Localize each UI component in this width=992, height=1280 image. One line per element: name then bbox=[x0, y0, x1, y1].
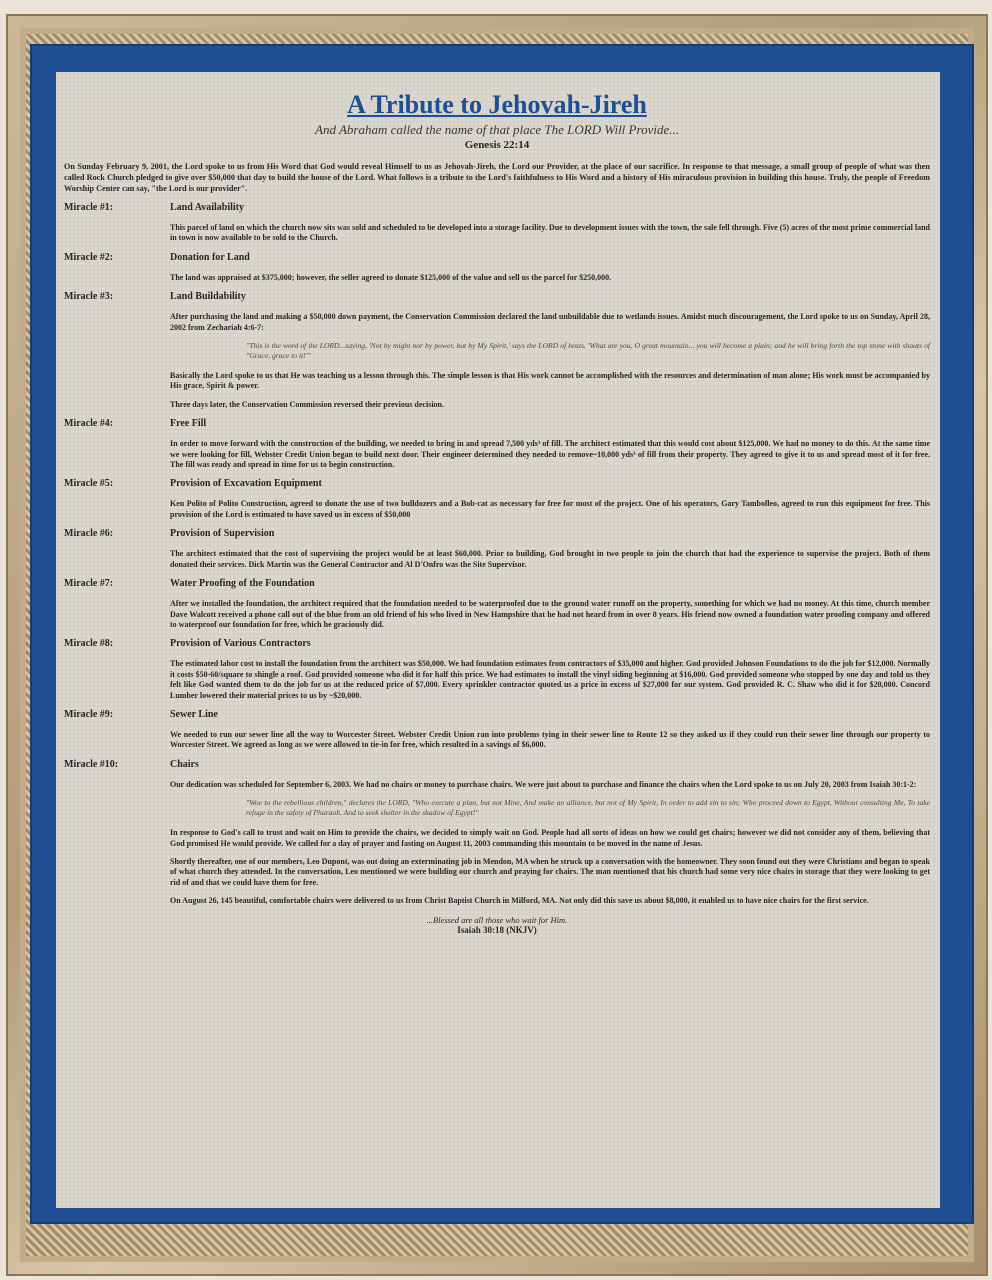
miracle-number: Miracle #2: bbox=[64, 251, 114, 263]
miracle-paragraph: After we installed the foundation, the architect required that the foundation needed to be waterproofed due to the ground water runoff on the property, something for which we had no money. At this time, church member Dave Walcott received a phone call out of the blue from an old friend of his who lived in New Hampshire that he had not heard from in over 8 years. His friend now owned a foundation water proofing company and offered to waterproof our foundation for free, which he graciously did. bbox=[170, 599, 930, 629]
miracle-number: Miracle #6: bbox=[64, 528, 114, 540]
document-title: A Tribute to Jehovah-Jireh bbox=[347, 90, 647, 119]
closing-quote: ...Blessed are all those who wait for Him. bbox=[426, 914, 568, 925]
miracle-paragraph: The architect estimated that the cost of supervising the project would be at least $60,000. Prior to building, God brought in two people to join the church that had the experience to supervise the project. Both of them donated their services. Dick Martin was the General Contractor and Al D'Onfro was the Site Supervisor. bbox=[170, 549, 930, 569]
tribute-document bbox=[56, 72, 940, 1208]
miracle-title: Donation for Land bbox=[170, 251, 250, 263]
miracle-paragraph: Three days later, the Conservation Commission reversed their previous decision. bbox=[170, 399, 444, 409]
miracle-header bbox=[64, 759, 930, 770]
scripture-quote: "This is the word of the LORD...saying, 'Not by might nor by power, but by My Spirit,' says the LORD of hosts. 'What are you, O great mountain... you will become a plain; and he will bring forth the top stone with shouts of "Grace, grace to it!"' bbox=[246, 341, 930, 361]
miracle-number: Miracle #3: bbox=[64, 291, 114, 303]
miracle-number: Miracle #1: bbox=[64, 202, 114, 213]
miracle-title: Provision of Excavation Equipment bbox=[170, 478, 322, 490]
miracle-title: Chairs bbox=[170, 758, 199, 770]
miracle-number: Miracle #7: bbox=[64, 578, 114, 590]
scripture-quote: "Woe to the rebellious children," declares the LORD, "Who execute a plan, but not Mine, And make an alliance, but not of My Spirit, In order to add sin to sin; Who proceed down to Egypt, Without consulting Me, To take refuge in the safety of Pharaoh, And to seek shelter in the shadow of Egypt!" bbox=[246, 798, 930, 818]
miracle-item bbox=[64, 528, 930, 570]
miracle-paragraph: The land was appraised at $375,000; however, the seller agreed to donate $125,000 of the value and sell us the parcel for $250,000. bbox=[170, 272, 612, 282]
miracle-paragraph: Shortly thereafter, one of our members, Leo Dupont, was out doing an exterminating job in Mendon, MA when he struck up a conversation with the homeowner. They soon found out they were Christians and began to speak of what church they attended. In the conversation, Leo mentioned we were building our church and praying for chairs. The man mentioned that his church had some very nice chairs in storage that they were looking to get rid of and that we could have them for free. bbox=[170, 856, 930, 887]
miracle-paragraph: Basically the Lord spoke to us that He was teaching us a lesson through this. The simple lesson is that His work cannot be accomplished with the resources and determination of man alone; His work must be accompanied by His grace, Spirit & power. bbox=[170, 371, 930, 391]
miracle-header bbox=[64, 709, 930, 720]
scripture-reference: Genesis 22:14 bbox=[464, 139, 530, 151]
miracle-item bbox=[64, 291, 930, 410]
miracle-title: Free Fill bbox=[170, 418, 207, 430]
miracle-body bbox=[170, 312, 930, 410]
miracle-body bbox=[170, 549, 930, 570]
miracle-paragraph: We needed to run our sewer line all the way to Worcester Street. Webster Credit Union ran into problems tying in their sewer line to Route 12 so they asked us if they could run their sewer line through our property to Worcester Street. We agreed as long as we were allowed to tie-in for free, which resulted in a savings of $6,000. bbox=[170, 729, 930, 750]
miracle-header bbox=[64, 418, 930, 429]
miracle-title: Sewer Line bbox=[170, 708, 218, 720]
miracle-item bbox=[64, 252, 930, 283]
miracle-title: Provision of Various Contractors bbox=[170, 638, 311, 650]
miracle-number: Miracle #4: bbox=[64, 418, 114, 430]
miracle-header bbox=[64, 478, 930, 489]
miracle-header bbox=[64, 202, 930, 213]
miracle-item bbox=[64, 418, 930, 470]
miracle-list bbox=[64, 202, 930, 907]
closing-block bbox=[64, 915, 930, 935]
miracle-header bbox=[64, 578, 930, 589]
miracle-body bbox=[170, 780, 930, 907]
miracle-header bbox=[64, 291, 930, 302]
miracle-item bbox=[64, 638, 930, 701]
miracle-body bbox=[170, 273, 930, 283]
miracle-header bbox=[64, 638, 930, 649]
miracle-item bbox=[64, 759, 930, 907]
miracle-body bbox=[170, 439, 930, 470]
closing-reference: Isaiah 30:18 (NKJV) bbox=[457, 924, 537, 935]
miracle-body bbox=[170, 599, 930, 630]
miracle-item bbox=[64, 709, 930, 751]
miracle-item bbox=[64, 202, 930, 244]
miracle-item bbox=[64, 578, 930, 630]
miracle-title: Water Proofing of the Foundation bbox=[170, 578, 315, 590]
miracle-paragraph: In order to move forward with the construction of the building, we needed to bring in and spread 7,500 yds³ of fill. The architect estimated that this would cost about $125,000. We had no money to do this. At the same time we were looking for fill, Webster Credit Union began to build next door. Their engineer determined they needed to remove~10,000 yds³ of fill from their property. They agreed to give it to us and spread most of it for free. The fill was ready and spread in time for us to begin construction. bbox=[170, 439, 930, 470]
document-subtitle: And Abraham called the name of that place The LORD Will Provide... bbox=[315, 122, 679, 137]
miracle-paragraph: In response to God's call to trust and wait on Him to provide the chairs, we decided to simply wait on God. People had all sorts of ideas on how we could get chairs; however we did not consider any of them, believing that God promised He would provide. We called for a day of prayer and fasting on August 11, 2003 commanding this mountain to be moved in the name of Jesus. bbox=[170, 828, 930, 848]
miracle-body bbox=[170, 659, 930, 701]
miracle-number: Miracle #10: bbox=[64, 758, 119, 770]
miracle-number: Miracle #5: bbox=[64, 478, 114, 490]
miracle-number: Miracle #9: bbox=[64, 708, 114, 720]
miracle-body bbox=[170, 223, 930, 244]
miracle-body bbox=[170, 499, 930, 520]
miracle-title: Land Buildability bbox=[170, 291, 246, 303]
miracle-paragraph: Our dedication was scheduled for September 6, 2003. We had no chairs or money to purchase chairs. We were just about to purchase and finance the chairs when the Lord spoke to us on July 20, 2003 from Isaiah 30:1-2: bbox=[170, 779, 917, 789]
miracle-paragraph: Ken Polito of Polito Construction, agreed to donate the use of two bulldozers and a Bob-cat as necessary for free for most of the project. One of his operators, Gary Tambolleo, agreed to run this equipment for free. This provision of the Lord is estimated to have saved us in excess of $50,000 bbox=[170, 499, 930, 519]
miracle-title: Provision of Supervision bbox=[170, 528, 275, 540]
miracle-paragraph: The estimated labor cost to install the foundation from the architect was $50,000. We had foundation estimates from contractors of $35,000 and higher. God provided Johnson Foundations to do the job for $12,000. Normally it costs $50-60/square to shingle a roof. God provided someone who did it for half this price. We had estimates to install the vinyl siding beginning at $16,000. God provided someone who stopped by one day and told us they felt like God wanted them to do the job for us at the reduced price of $7,000. Every sprinkler contractor quoted us a price in excess of $27,000 for our system. God provided R. C. Shaw who did it for $20,000. Concord Lumber lowered their material prices to us by ~$20,000. bbox=[170, 659, 930, 700]
miracle-number: Miracle #8: bbox=[64, 638, 114, 650]
miracle-item bbox=[64, 478, 930, 520]
miracle-title: Land Availability bbox=[170, 202, 245, 213]
intro-paragraph: On Sunday February 9, 2001, the Lord spoke to us from His Word that God would reveal Himself to us as Jehovah-Jireh, the Lord our Provider, at the place of our sacrifice. In response to that message, a small group of people of what was then called Rock Church pledged to give over $50,000 that day to build the house of the Lord. What follows is a tribute to the Lord's faithfulness to His Word and a history of His miraculous provision in building this house. Truly, the people of Freedom Worship Center can say, "the Lord is our provider". bbox=[64, 162, 930, 193]
miracle-paragraph: After purchasing the land and making a $50,000 down payment, the Conservation Commission declared the land unbuildable due to wetlands issues. Amidst much discouragement, the Lord spoke to us on Sunday, April 28, 2002 from Zechariah 4:6-7: bbox=[170, 312, 930, 332]
miracle-header bbox=[64, 252, 930, 263]
miracle-body bbox=[170, 730, 930, 751]
miracle-header bbox=[64, 528, 930, 539]
miracle-paragraph: On August 26, 145 beautiful, comfortable chairs were delivered to us from Christ Baptist Church in Milford, MA. Not only did this save us about $8,000, it enabled us to have nice chairs for the first service. bbox=[170, 896, 869, 906]
miracle-paragraph: This parcel of land on which the church now sits was sold and scheduled to be developed into a storage facility. Due to development issues with the town, the sale fell through. Five (5) acres of the most prime commercial land in town is now available to be sold to the Church. bbox=[170, 223, 930, 243]
